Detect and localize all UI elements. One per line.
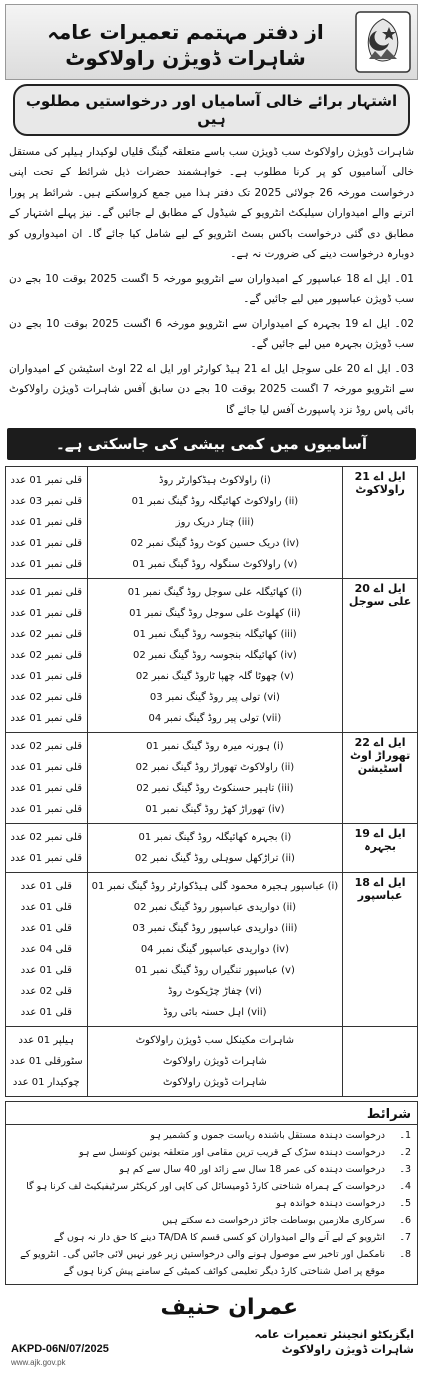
post-count: قلی 01 عدد bbox=[20, 1007, 72, 1019]
advertisement-banner: اشتہار برائے خالی آسامیاں اور درخواستیں مطلوب ہیں bbox=[13, 84, 410, 136]
officer-designation bbox=[255, 1327, 414, 1358]
post-count: قلی 01 عدد bbox=[20, 881, 72, 893]
schedule-item: 03۔ ایل اے 20 علی سوجل ایل اے 21 ہیڈ کوارٹر اور ایل اے 22 اوٹ اسٹیشن کے امیدواران سے انٹرویو مورخہ 7 اگست 2025 بوقت 10 بجے دن سابق آفس شاہرات ڈویژن راولاکوٹ بائی پاس روڈ نزد پاسپورٹ آفس لیا جائے گا bbox=[9, 362, 414, 416]
condition-number: 5۔ bbox=[399, 1198, 411, 1210]
post-count: قلی نمبر 01 عدد bbox=[10, 713, 83, 725]
condition-item bbox=[12, 1144, 411, 1161]
posts-row bbox=[6, 873, 418, 1027]
road-name: (vi) تولی پیر روڈ گینگ نمبر 03 bbox=[149, 692, 280, 704]
condition-number: 2۔ bbox=[399, 1147, 411, 1159]
post-count: چوکیدار 01 عدد bbox=[12, 1077, 80, 1089]
conditions-title: شرائط bbox=[5, 1101, 418, 1124]
condition-number: 3۔ bbox=[399, 1164, 411, 1176]
condition-text: انٹرویو کے لیے آنے والے امیدواران کو کسی قسم کا TA/DA دینے کا حق دار نہ ہوں گے bbox=[53, 1232, 385, 1244]
condition-number: 7۔ bbox=[399, 1232, 411, 1244]
post-count: قلی نمبر 01 عدد bbox=[10, 762, 83, 774]
post-count-cell bbox=[6, 1027, 88, 1097]
road-name: (ii) راولاکوٹ کھائیگلہ روڈ گینگ نمبر 01 bbox=[131, 496, 299, 508]
post-count: قلی نمبر 02 عدد bbox=[10, 629, 83, 641]
condition-text: درخواست دہندہ سڑک کے قریب ترین مقامی اور متعلقہ یونین کونسل سے ہو bbox=[79, 1147, 385, 1159]
post-count-cell bbox=[6, 467, 88, 579]
post-count: قلی نمبر 02 عدد bbox=[10, 650, 83, 662]
road-name: (iii) تاہیر حسنکوٹ روڈ گینگ نمبر 02 bbox=[136, 783, 294, 795]
schedule-item: 02۔ ایل اے 19 بجہرہ کے امیدواران سے انٹرویو مورخہ 6 اگست 2025 بوقت 10 بجے دن سب ڈویژن بجہرہ میں لیے جائیں گے۔ bbox=[9, 317, 415, 351]
constituency-cell: ایل اے 21 راولاکوٹ bbox=[343, 467, 418, 579]
road-name: (ii) راولاکوٹ تھوراڑ روڈ گینگ نمبر 02 bbox=[135, 762, 295, 774]
post-count: قلی 01 عدد bbox=[20, 965, 72, 977]
condition-text: درخواست دہندہ کی عمر 18 سال سے زائد اور 40 سال سے کم ہو bbox=[119, 1164, 385, 1176]
road-name: (vi) چفاڑ چڑیکوٹ روڈ bbox=[167, 986, 262, 998]
condition-item bbox=[12, 1246, 411, 1280]
road-name: (iii) کھائیگلہ بنجوسہ روڈ گینگ نمبر 01 bbox=[133, 629, 297, 641]
government-emblem-icon bbox=[355, 11, 411, 73]
officer-name: عمران حنیف bbox=[160, 1295, 298, 1321]
roads-cell bbox=[87, 824, 343, 873]
road-name: (iii) دواریدی عباسپور روڈ گینگ نمبر 03 bbox=[132, 923, 298, 935]
post-count: قلی نمبر 01 عدد bbox=[10, 517, 83, 529]
post-count: قلی نمبر 01 عدد bbox=[10, 804, 83, 816]
reference-number: AKPD-06N/07/2025 bbox=[11, 1343, 109, 1356]
post-count: قلی نمبر 01 عدد bbox=[10, 608, 83, 620]
condition-item bbox=[12, 1161, 411, 1178]
condition-item bbox=[12, 1212, 411, 1229]
designation-line: ایگزیکٹو انجینئر تعمیرات عامہ bbox=[254, 1328, 414, 1342]
roads-cell bbox=[87, 733, 343, 824]
posts-row bbox=[6, 1027, 418, 1097]
post-count: قلی نمبر 02 عدد bbox=[10, 832, 83, 844]
condition-number: 1۔ bbox=[399, 1130, 411, 1142]
condition-number: 6۔ bbox=[399, 1215, 411, 1227]
road-name: (iv) تھوراڑ کھڑ روڈ گینگ نمبر 01 bbox=[145, 804, 285, 816]
signature-block bbox=[5, 1291, 418, 1368]
road-name: شاہرات مکینکل سب ڈویژن راولاکوٹ bbox=[135, 1035, 295, 1047]
road-name: (vii) اہل حسنہ بائی روڈ bbox=[163, 1007, 267, 1019]
post-count-cell bbox=[6, 873, 88, 1027]
roads-cell bbox=[87, 467, 343, 579]
road-name: (ii) دواریدی عباسپور روڈ گینگ نمبر 02 bbox=[133, 902, 297, 914]
interview-schedule bbox=[5, 269, 418, 420]
constituency-cell: ایل اے 19 بجہرہ bbox=[343, 824, 418, 873]
schedule-item: 01۔ ایل اے 18 عباسپور کے امیدواران سے انٹرویو مورخہ 5 اگست 2025 بوقت 10 بجے دن سب ڈویژن عباسپور میں لیے جائیں گے۔ bbox=[9, 272, 414, 306]
posts-band: آسامیوں میں کمی بیشی کی جاسکتی ہے۔ bbox=[7, 428, 416, 460]
post-count-cell bbox=[6, 579, 88, 733]
post-count: قلی نمبر 01 عدد bbox=[10, 559, 83, 571]
post-count: قلی نمبر 02 عدد bbox=[10, 741, 83, 753]
road-name: (ii) تراڑکھل سوہلی روڈ گینگ نمبر 02 bbox=[134, 853, 295, 865]
post-count: قلی نمبر 01 عدد bbox=[10, 475, 83, 487]
posts-row bbox=[6, 733, 418, 824]
condition-text: درخواست دہندہ خواندہ ہو bbox=[276, 1198, 385, 1210]
road-name: (iv) دواریدی عباسپور گینگ نمبر 04 bbox=[140, 944, 289, 956]
intro-paragraph: شاہرات ڈویژن راولاکوٹ سب ڈویژن سب باسے متعلقہ گینگ قلیاں لوکیدار ہیلپر کی مستقل خالی آسامیوں کو پر کرنا مطلوب ہے۔ خواہشمند حضرات ذیل شرائط کے تحت اپنی درخواست مورخہ 26 جولائی 2025 تک دفتر ہذا میں جمع کرواسکتے ہیں۔ شرائط پر پورا اترنے والے امیدواران سیلیکٹ انٹرویو کے شیڈول کے مطابق لے جائیں گے۔ نیز پہلے اشتہار کے مطابق دی گئی درخواست باکس بسٹ انٹرویو کے لیے شامل کیا جائے گا۔ ان امیدواروں کو دوبارہ درخواست دینے کی ضرورت نہ ہے۔ bbox=[9, 146, 415, 261]
road-name: شاہرات ڈویژن راولاکوٹ bbox=[163, 1077, 267, 1089]
header bbox=[5, 4, 418, 80]
constituency-cell: ایل اے 22 تھوراڑ اوٹ اسٹیشن bbox=[343, 733, 418, 824]
road-name: (iv) دریک حسین کوٹ روڈ گینگ نمبر 02 bbox=[130, 538, 300, 550]
posts-table bbox=[5, 466, 418, 1097]
post-count: قلی نمبر 03 عدد bbox=[10, 496, 83, 508]
condition-item bbox=[12, 1127, 411, 1144]
condition-text: سرکاری ملازمین بوساطت جائز درخواست دے سکتے ہیں bbox=[162, 1215, 385, 1227]
office-title: از دفتر مہتمم تعمیرات عامہ شاہرات ڈویژن راولاکوٹ bbox=[47, 20, 324, 70]
condition-item bbox=[12, 1195, 411, 1212]
constituency-cell: ایل اے 18 عباسپور bbox=[343, 873, 418, 1027]
road-name: (i) عباسپور ہجیرہ محمود گلی ہیڈکوارٹر روڈ گینگ نمبر 01 bbox=[91, 881, 339, 893]
condition-number: 8۔ bbox=[399, 1249, 411, 1261]
post-count-cell bbox=[6, 824, 88, 873]
condition-item bbox=[12, 1229, 411, 1246]
road-name: (iv) کھائیگلہ بنجوسہ روڈ گینگ نمبر 02 bbox=[132, 650, 297, 662]
post-count: قلی 01 عدد bbox=[20, 902, 72, 914]
road-name: (v) چھوٹا گلہ چھپا ٹاروڈ گینگ نمبر 02 bbox=[135, 671, 294, 683]
road-name: (vii) تولی پیر روڈ گینگ نمبر 04 bbox=[148, 713, 282, 725]
post-count: قلی 04 عدد bbox=[20, 944, 72, 956]
designation-line: شاہرات ڈویژن راولاکوٹ bbox=[281, 1343, 414, 1357]
condition-number: 4۔ bbox=[399, 1181, 411, 1193]
post-count-cell bbox=[6, 733, 88, 824]
post-count: سٹورقلی 01 عدد bbox=[10, 1056, 83, 1068]
post-count: قلی نمبر 02 عدد bbox=[10, 692, 83, 704]
website-watermark: www.ajk.gov.pk bbox=[11, 1358, 66, 1368]
posts-row bbox=[6, 824, 418, 873]
constituency-cell bbox=[343, 1027, 418, 1097]
roads-cell bbox=[87, 873, 343, 1027]
road-name: (v) عباسپور تنگیراں روڈ گینگ نمبر 01 bbox=[134, 965, 295, 977]
road-name: (i) راولاکوٹ ہیڈکوارٹر روڈ bbox=[159, 475, 271, 487]
posts-row bbox=[6, 579, 418, 733]
post-count: قلی نمبر 01 عدد bbox=[10, 671, 83, 683]
road-name: شاہرات ڈویژن راولاکوٹ bbox=[163, 1056, 267, 1068]
constituency-cell: ایل اے 20 علی سوجل bbox=[343, 579, 418, 733]
road-name: (iii) چنار دریک روز bbox=[175, 517, 255, 529]
road-name: (i) کھائیگلہ علی سوجل روڈ گینگ نمبر 01 bbox=[127, 587, 303, 599]
post-count: قلی 02 عدد bbox=[20, 986, 72, 998]
post-count: قلی نمبر 01 عدد bbox=[10, 783, 83, 795]
post-count: قلی 01 عدد bbox=[20, 923, 72, 935]
road-name: (i) بجہرہ کھائیگلہ روڈ گینگ نمبر 01 bbox=[138, 832, 292, 844]
post-count: قلی نمبر 01 عدد bbox=[10, 587, 83, 599]
road-name: (v) راولاکوٹ سنگولہ روڈ گینگ نمبر 01 bbox=[132, 559, 298, 571]
roads-cell bbox=[87, 579, 343, 733]
post-count: قلی نمبر 01 عدد bbox=[10, 538, 83, 550]
road-name: (i) ہورنہ میرہ روڈ گینگ نمبر 01 bbox=[146, 741, 284, 753]
roads-cell bbox=[87, 1027, 343, 1097]
condition-text: درخواست دہندہ مستقل باشندہ ریاست جموں و کشمیر ہو bbox=[150, 1130, 385, 1142]
road-name: (ii) کھلوٹ علی سوجل روڈ گینگ نمبر 01 bbox=[129, 608, 301, 620]
post-count: ہیلپر 01 عدد bbox=[18, 1035, 75, 1047]
condition-text: درخواست کے ہمراہ شناختی کارڈ ڈومیسائل کی کاپی اور کریکٹر سرٹیفیکیٹ لف کرنا ہو گا bbox=[26, 1181, 385, 1193]
conditions-list bbox=[5, 1124, 418, 1285]
condition-text: نامکمل اور تاخیر سے موصول ہونے والی درخواستیں زیر غور نہیں لائی جائیں گی۔ انٹرویو کے موقع پر اصل شناختی کارڈ دیگر تعلیمی کوائف کمیٹی کے سامنے پیش کرنا ہوں گے bbox=[20, 1249, 385, 1278]
post-count: قلی نمبر 01 عدد bbox=[10, 853, 83, 865]
posts-row bbox=[6, 467, 418, 579]
condition-item bbox=[12, 1178, 411, 1195]
